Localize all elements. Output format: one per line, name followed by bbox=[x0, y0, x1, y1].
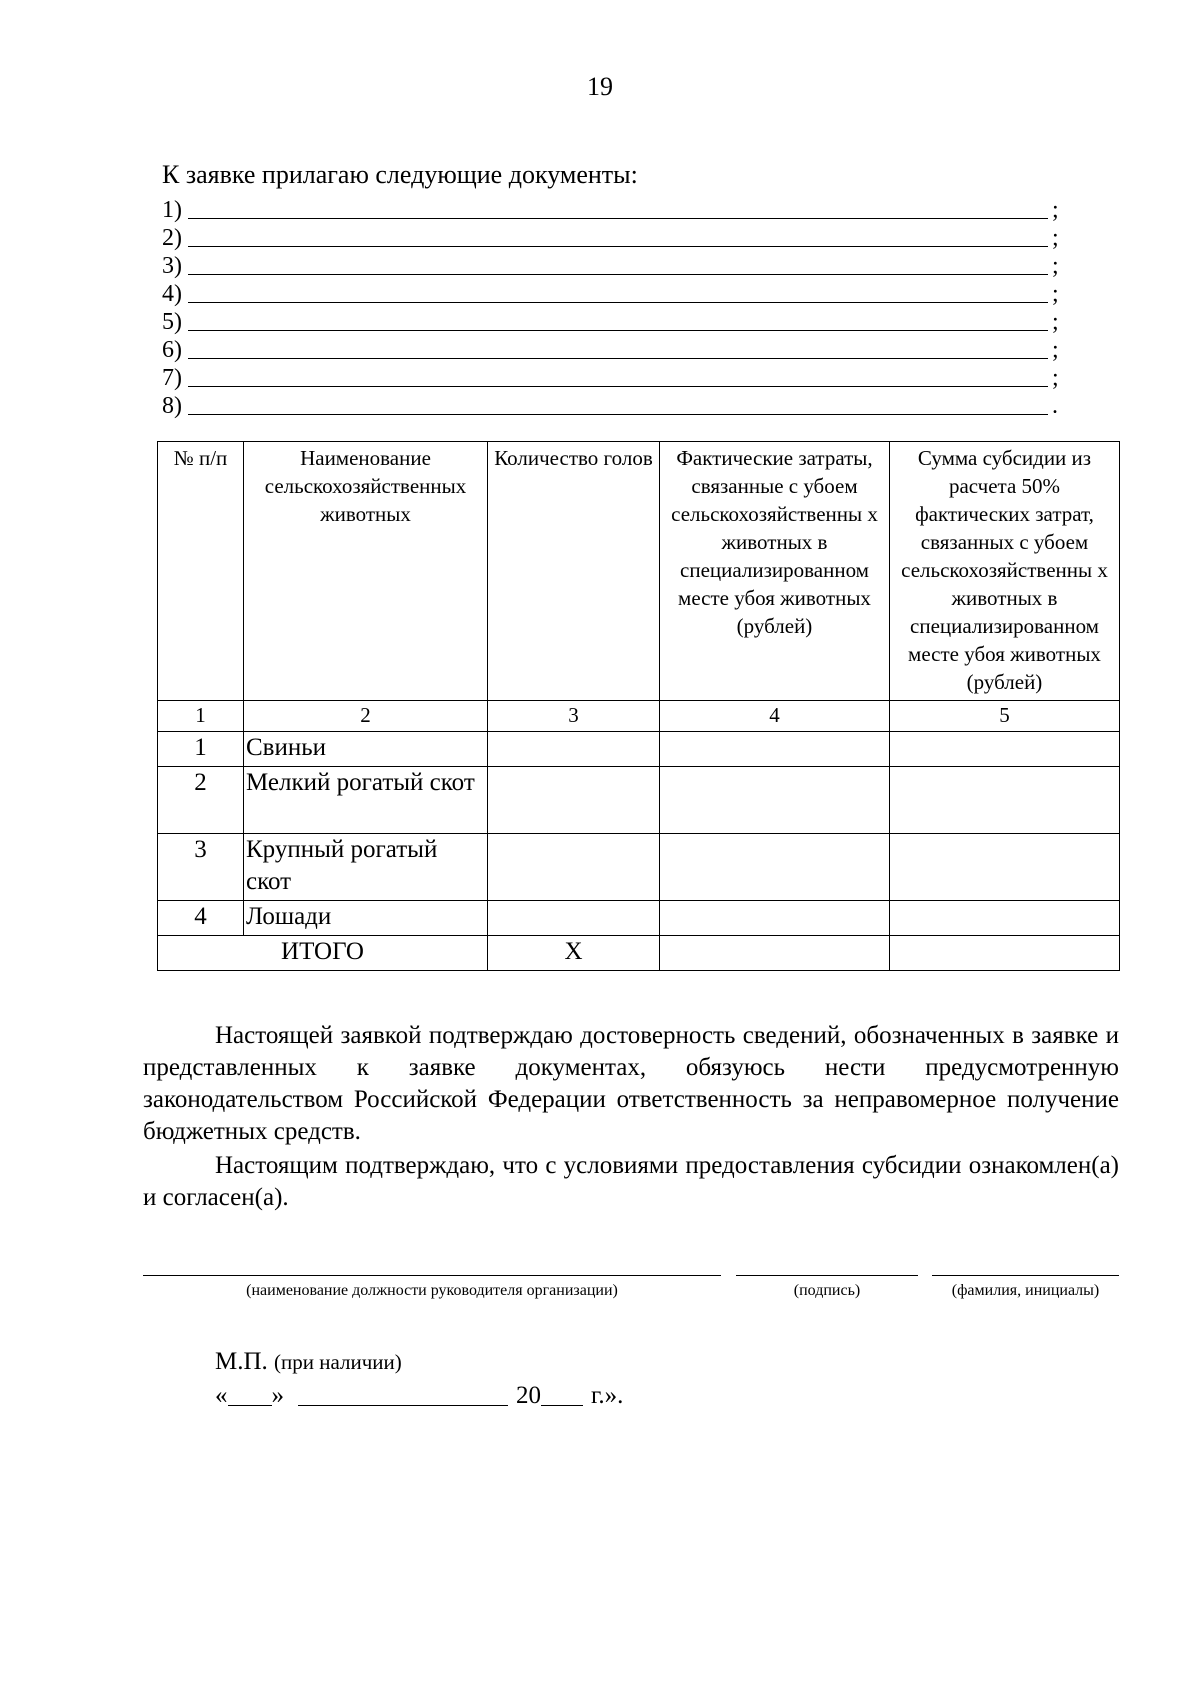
attachment-line[interactable] bbox=[162, 222, 1062, 250]
name-caption: (фамилия, инициалы) bbox=[951, 1282, 1100, 1299]
attachment-punctuation: ; bbox=[1052, 309, 1059, 335]
attachment-number: 3) bbox=[162, 253, 182, 279]
date-line bbox=[215, 1382, 623, 1410]
stamp-label: М.П. bbox=[215, 1348, 268, 1375]
stamp-place bbox=[215, 1348, 402, 1376]
signature-caption: (подпись) bbox=[793, 1282, 861, 1299]
header-number: № п/п bbox=[158, 442, 244, 701]
column-number: 3 bbox=[488, 701, 660, 732]
total-subsidy-cell[interactable] bbox=[890, 936, 1120, 971]
attachment-blank[interactable] bbox=[188, 392, 1048, 415]
date-open-quote: « bbox=[215, 1382, 228, 1409]
row-animal-name: Лошади bbox=[244, 901, 488, 936]
column-number-row bbox=[158, 701, 1120, 732]
attachment-blank[interactable] bbox=[188, 196, 1048, 219]
attachment-number: 5) bbox=[162, 309, 182, 335]
row-subsidy-cell[interactable] bbox=[890, 732, 1120, 767]
header-subsidy-amount: Сумма субсидии из расчета 50% фактических затрат, связанных с убоем сельскохозяйственны х животных в специализированном месте убоя животных (рублей) bbox=[890, 442, 1120, 701]
confirmation-paragraph: Настоящей заявкой подтверждаю достоверность сведений, обозначенных в заявке и представленных к заявке документах, обязуюсь нести предусмотренную законодательством Российской Федерации ответственность за неправомерное получение бюджетных средств. bbox=[143, 1022, 1119, 1145]
attachment-punctuation: ; bbox=[1052, 365, 1059, 391]
stamp-note: (при наличии) bbox=[274, 1350, 402, 1374]
header-actual-costs: Фактические затраты, связанные с убоем сельскохозяйственны х животных в специализированном месте убоя животных (рублей) bbox=[660, 442, 890, 701]
attachments-title: К заявке прилагаю следующие документы: bbox=[162, 160, 638, 189]
row-number: 3 bbox=[158, 834, 244, 901]
row-animal-name: Свиньи bbox=[244, 732, 488, 767]
attachment-punctuation: ; bbox=[1052, 337, 1059, 363]
attachment-line[interactable] bbox=[162, 306, 1062, 334]
year-blank[interactable] bbox=[541, 1383, 583, 1406]
attachment-punctuation: ; bbox=[1052, 197, 1059, 223]
attachment-number: 8) bbox=[162, 393, 182, 419]
total-head-count: Х bbox=[488, 936, 660, 971]
table-row bbox=[158, 901, 1120, 936]
table-header-row bbox=[158, 442, 1120, 701]
attachment-blank[interactable] bbox=[188, 280, 1048, 303]
header-head-count: Количество голов bbox=[488, 442, 660, 701]
header-animal-name: Наименование сельскохозяйственных животных bbox=[244, 442, 488, 701]
row-number: 2 bbox=[158, 767, 244, 834]
page-number: 19 bbox=[587, 72, 613, 101]
attachment-number: 4) bbox=[162, 281, 182, 307]
column-number: 4 bbox=[660, 701, 890, 732]
year-prefix: 20 bbox=[516, 1382, 541, 1409]
attachment-line[interactable] bbox=[162, 250, 1062, 278]
total-actual-costs-cell[interactable] bbox=[660, 936, 890, 971]
attachments-list bbox=[162, 194, 1062, 418]
column-number: 5 bbox=[890, 701, 1120, 732]
row-animal-name: Крупный рогатый скот bbox=[244, 834, 488, 901]
agreement-paragraph: Настоящим подтверждаю, что с условиями предоставления субсидии ознакомлен(а) и согласен(а). bbox=[143, 1152, 1119, 1211]
row-actual-costs-cell[interactable] bbox=[660, 901, 890, 936]
row-head-count-cell[interactable] bbox=[488, 732, 660, 767]
table-row bbox=[158, 732, 1120, 767]
attachment-number: 7) bbox=[162, 365, 182, 391]
column-number: 1 bbox=[158, 701, 244, 732]
attachment-number: 6) bbox=[162, 337, 182, 363]
table-row bbox=[158, 834, 1120, 901]
attachment-punctuation: ; bbox=[1052, 281, 1059, 307]
row-head-count-cell[interactable] bbox=[488, 834, 660, 901]
position-caption: (наименование должности руководителя организации) bbox=[246, 1282, 618, 1299]
attachment-punctuation: ; bbox=[1052, 253, 1059, 279]
row-actual-costs-cell[interactable] bbox=[660, 834, 890, 901]
signature-blank[interactable] bbox=[736, 1274, 918, 1276]
row-subsidy-cell[interactable] bbox=[890, 834, 1120, 901]
table-row bbox=[158, 767, 1120, 834]
attachment-line[interactable] bbox=[162, 362, 1062, 390]
attachment-blank[interactable] bbox=[188, 224, 1048, 247]
row-actual-costs-cell[interactable] bbox=[660, 767, 890, 834]
attachment-line[interactable] bbox=[162, 334, 1062, 362]
total-label: ИТОГО bbox=[158, 936, 488, 971]
attachment-punctuation: . bbox=[1052, 393, 1058, 419]
row-actual-costs-cell[interactable] bbox=[660, 732, 890, 767]
date-suffix: г.». bbox=[591, 1382, 624, 1409]
row-animal-name: Мелкий рогатый скот bbox=[244, 767, 488, 834]
subsidy-table bbox=[157, 441, 1120, 971]
attachment-number: 1) bbox=[162, 197, 182, 223]
row-number: 1 bbox=[158, 732, 244, 767]
attachment-blank[interactable] bbox=[188, 336, 1048, 359]
total-row bbox=[158, 936, 1120, 971]
attachment-line[interactable] bbox=[162, 194, 1062, 222]
row-subsidy-cell[interactable] bbox=[890, 901, 1120, 936]
row-subsidy-cell[interactable] bbox=[890, 767, 1120, 834]
position-blank[interactable] bbox=[143, 1274, 721, 1276]
row-head-count-cell[interactable] bbox=[488, 767, 660, 834]
attachment-blank[interactable] bbox=[188, 252, 1048, 275]
attachment-line[interactable] bbox=[162, 390, 1062, 418]
attachment-number: 2) bbox=[162, 225, 182, 251]
day-blank[interactable] bbox=[228, 1383, 272, 1406]
name-blank[interactable] bbox=[932, 1274, 1119, 1276]
attachment-blank[interactable] bbox=[188, 364, 1048, 387]
date-close-quote: » bbox=[271, 1382, 284, 1409]
month-blank[interactable] bbox=[298, 1383, 508, 1406]
column-number: 2 bbox=[244, 701, 488, 732]
attachment-line[interactable] bbox=[162, 278, 1062, 306]
attachment-blank[interactable] bbox=[188, 308, 1048, 331]
row-number: 4 bbox=[158, 901, 244, 936]
attachment-punctuation: ; bbox=[1052, 225, 1059, 251]
row-head-count-cell[interactable] bbox=[488, 901, 660, 936]
